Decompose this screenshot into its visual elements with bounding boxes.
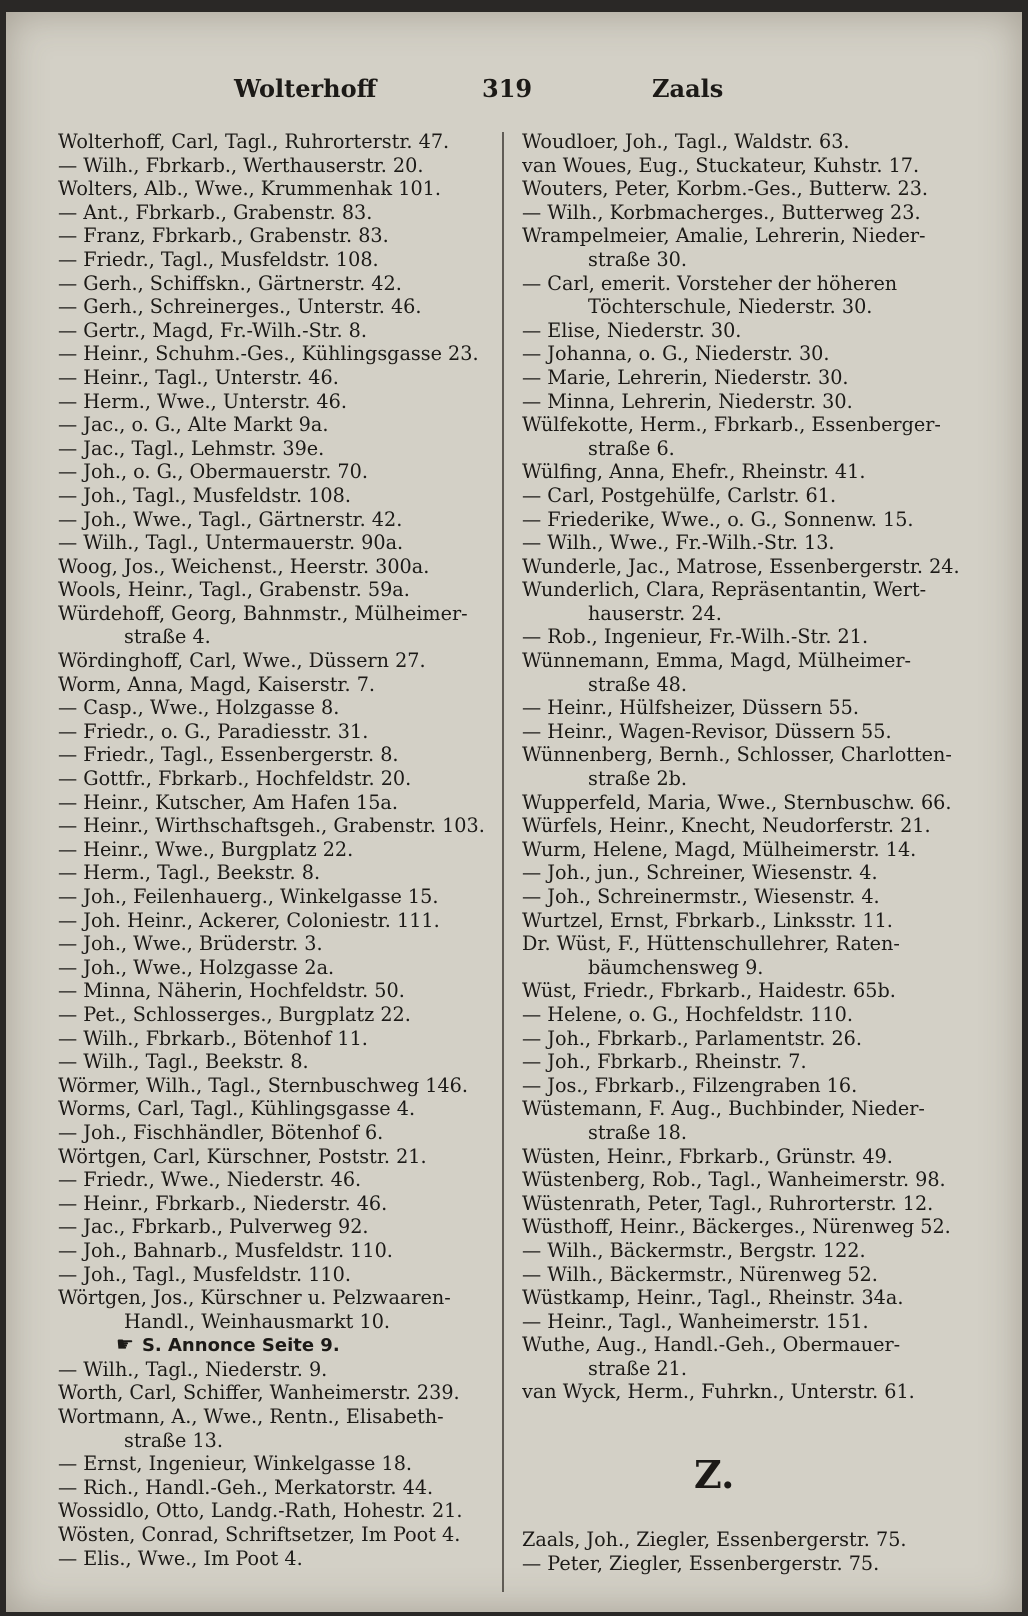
list-item: — Casp., Wwe., Holzgasse 8. bbox=[58, 696, 340, 720]
list-item-continuation: bäumchensweg 9. bbox=[588, 955, 764, 979]
list-item: Wurm, Helene, Magd, Mülheimerstr. 14. bbox=[522, 837, 917, 861]
list-item: — Carl, Postgehülfe, Carlstr. 61. bbox=[522, 483, 837, 507]
list-item: Wouters, Peter, Korbm.-Ges., Butterw. 23. bbox=[522, 177, 929, 201]
list-item: — Heinr., Kutscher, Am Hafen 15a. bbox=[58, 790, 398, 814]
list-item: — Elis., Wwe., Im Poot 4. bbox=[58, 1546, 303, 1570]
list-item: — Joh., Bahnarb., Musfeldstr. 110. bbox=[58, 1238, 393, 1262]
list-item: — Friedr., o. G., Paradiesstr. 31. bbox=[58, 719, 369, 743]
list-item: Worms, Carl, Tagl., Kühlingsgasse 4. bbox=[58, 1097, 416, 1121]
list-item: — Joh., Wwe., Holzgasse 2a. bbox=[58, 955, 335, 979]
list-item: Woog, Jos., Weichenst., Heerstr. 300a. bbox=[58, 554, 430, 578]
list-item: — Carl, emerit. Vorsteher der höheren bbox=[522, 271, 898, 295]
list-item: Wurtzel, Ernst, Fbrkarb., Linksstr. 11. bbox=[522, 908, 893, 932]
list-item: — Joh., Tagl., Musfeldstr. 108. bbox=[58, 483, 351, 507]
list-item: Würfels, Heinr., Knecht, Neudorferstr. 21. bbox=[522, 814, 931, 838]
list-item: Woudloer, Joh., Tagl., Waldstr. 63. bbox=[522, 130, 850, 153]
list-item: Wüstenberg, Rob., Tagl., Wanheimerstr. 98. bbox=[522, 1168, 946, 1192]
annonce-reference bbox=[58, 1333, 490, 1358]
list-item: Wunderlich, Clara, Repräsentantin, Wert- bbox=[522, 578, 927, 602]
list-item: — Wilh., Bäckermstr., Nürenweg 52. bbox=[522, 1262, 878, 1286]
list-item-continuation: straße 4. bbox=[124, 625, 211, 649]
list-item: — Heinr., Hülfsheizer, Düssern 55. bbox=[522, 696, 859, 720]
list-item: Worm, Anna, Magd, Kaiserstr. 7. bbox=[58, 672, 376, 696]
list-item: — Minna, Näherin, Hochfeldstr. 50. bbox=[58, 979, 405, 1003]
list-item: Wüsthoff, Heinr., Bäckerges., Nürenweg 52. bbox=[522, 1215, 951, 1239]
list-item: Wossidlo, Otto, Landg.-Rath, Hohestr. 21. bbox=[58, 1499, 463, 1523]
list-item: — Heinr., Tagl., Unterstr. 46. bbox=[58, 365, 339, 389]
list-item: — Friedr., Tagl., Musfeldstr. 108. bbox=[58, 247, 379, 271]
list-item: — Marie, Lehrerin, Niederstr. 30. bbox=[522, 365, 849, 389]
list-item: — Gerh., Schiffskn., Gärtnerstr. 42. bbox=[58, 271, 402, 295]
list-item: Wüstemann, F. Aug., Buchbinder, Nieder- bbox=[522, 1097, 925, 1121]
list-item: — Ant., Fbrkarb., Grabenstr. 83. bbox=[58, 200, 373, 224]
list-item: — Heinr., Schuhm.-Ges., Kühlingsgasse 23. bbox=[58, 342, 479, 366]
list-item: — Gottfr., Fbrkarb., Hochfeldstr. 20. bbox=[58, 767, 412, 791]
list-item: — Gertr., Magd, Fr.-Wilh.-Str. 8. bbox=[58, 318, 367, 342]
list-item: — Heinr., Wwe., Burgplatz 22. bbox=[58, 837, 354, 861]
list-item: van Woues, Eug., Stuckateur, Kuhstr. 17. bbox=[522, 153, 920, 177]
list-item: — Heinr., Fbrkarb., Niederstr. 46. bbox=[58, 1191, 388, 1215]
list-item-continuation: straße 6. bbox=[588, 436, 675, 460]
list-item: — Joh., Fbrkarb., Parlamentstr. 26. bbox=[522, 1026, 862, 1050]
list-item: Wunderle, Jac., Matrose, Essenbergerstr. 24. bbox=[522, 554, 960, 578]
list-item: — Heinr., Wirthschaftsgeh., Grabenstr. 103. bbox=[58, 814, 485, 838]
list-item: Wüst, Friedr., Fbrkarb., Haidestr. 65b. bbox=[522, 979, 896, 1003]
list-item: Wülfing, Anna, Ehefr., Rheinstr. 41. bbox=[522, 460, 866, 484]
list-item-continuation: straße 30. bbox=[588, 247, 687, 271]
list-item: — Joh., Fbrkarb., Rheinstr. 7. bbox=[522, 1050, 807, 1074]
header-right-keyword: Zaals bbox=[652, 74, 724, 103]
list-item-continuation: Handl., Weinhausmarkt 10. bbox=[124, 1309, 391, 1333]
list-item: — Joh., Wwe., Brüderstr. 3. bbox=[58, 932, 323, 956]
list-item: Wüstkamp, Heinr., Tagl., Rheinstr. 34a. bbox=[522, 1286, 904, 1310]
list-item: — Pet., Schlosserges., Burgplatz 22. bbox=[58, 1002, 411, 1026]
list-item: — Franz, Fbrkarb., Grabenstr. 83. bbox=[58, 224, 389, 248]
list-item-continuation: straße 13. bbox=[124, 1428, 223, 1452]
list-item: Würdehoff, Georg, Bahnmstr., Mülheimer- bbox=[58, 601, 468, 625]
list-item: — Wilh., Fbrkarb., Werthauserstr. 20. bbox=[58, 153, 424, 177]
list-item: — Elise, Niederstr. 30. bbox=[522, 318, 742, 342]
list-item: — Joh., Fischhändler, Bötenhof 6. bbox=[58, 1120, 384, 1144]
list-item: Wools, Heinr., Tagl., Grabenstr. 59a. bbox=[58, 578, 410, 602]
list-item: — Joh., Wwe., Tagl., Gärtnerstr. 42. bbox=[58, 507, 403, 531]
list-item: Wüsten, Heinr., Fbrkarb., Grünstr. 49. bbox=[522, 1144, 893, 1168]
list-item: — Wilh., Tagl., Niederstr. 9. bbox=[58, 1357, 328, 1381]
list-item: Wörmer, Wilh., Tagl., Sternbuschweg 146. bbox=[58, 1073, 468, 1097]
header-left-keyword: Wolterhoff bbox=[234, 74, 377, 103]
list-item: Wördinghoff, Carl, Wwe., Düssern 27. bbox=[58, 649, 426, 673]
list-item: Dr. Wüst, F., Hüttenschullehrer, Raten- bbox=[522, 932, 900, 956]
list-item-continuation: straße 18. bbox=[588, 1120, 687, 1144]
list-item: — Herm., Wwe., Unterstr. 46. bbox=[58, 389, 347, 413]
list-item: — Jac., Tagl., Lehmstr. 39e. bbox=[58, 436, 325, 460]
list-item: — Herm., Tagl., Beekstr. 8. bbox=[58, 861, 321, 885]
directory-page bbox=[6, 12, 1022, 1612]
section-heading-z: Z. bbox=[694, 1452, 735, 1497]
list-item: Zaals, Joh., Ziegler, Essenbergerstr. 75. bbox=[522, 1528, 907, 1551]
list-item-continuation: straße 21. bbox=[588, 1356, 687, 1380]
list-item: — Wilh., Tagl., Beekstr. 8. bbox=[58, 1050, 309, 1074]
list-item: — Wilh., Korbmacherges., Butterweg 23. bbox=[522, 200, 921, 224]
list-item: — Gerh., Schreinerges., Unterstr. 46. bbox=[58, 295, 422, 319]
list-item-continuation: straße 2b. bbox=[588, 767, 688, 791]
list-item: Wüstenrath, Peter, Tagl., Ruhrorterstr. 12. bbox=[522, 1191, 934, 1215]
list-item: — Wilh., Wwe., Fr.-Wilh.-Str. 13. bbox=[522, 531, 835, 555]
list-item: Worth, Carl, Schiffer, Wanheimerstr. 239. bbox=[58, 1381, 460, 1405]
list-item-continuation: hauserstr. 24. bbox=[588, 601, 722, 625]
left-column bbox=[58, 130, 490, 1570]
list-item: van Wyck, Herm., Fuhrkn., Unterstr. 61. bbox=[522, 1380, 915, 1404]
list-item: — Johanna, o. G., Niederstr. 30. bbox=[522, 342, 830, 366]
page-number: 319 bbox=[482, 74, 533, 103]
list-item: Wolterhoff, Carl, Tagl., Ruhrorterstr. 47. bbox=[58, 130, 450, 153]
column-divider bbox=[502, 132, 504, 1592]
list-item: Wolters, Alb., Wwe., Krummenhak 101. bbox=[58, 177, 441, 201]
list-item: — Jos., Fbrkarb., Filzengraben 16. bbox=[522, 1073, 858, 1097]
list-item: — Rob., Ingenieur, Fr.-Wilh.-Str. 21. bbox=[522, 625, 869, 649]
list-item: — Minna, Lehrerin, Niederstr. 30. bbox=[522, 389, 853, 413]
list-item: — Friederike, Wwe., o. G., Sonnenw. 15. bbox=[522, 507, 914, 531]
list-item: — Peter, Ziegler, Essenbergerstr. 75. bbox=[522, 1551, 880, 1575]
list-item: — Joh., o. G., Obermauerstr. 70. bbox=[58, 460, 368, 484]
list-item: — Wilh., Fbrkarb., Bötenhof 11. bbox=[58, 1026, 368, 1050]
list-item: Wösten, Conrad, Schriftsetzer, Im Poot 4. bbox=[58, 1523, 461, 1547]
list-item: — Helene, o. G., Hochfeldstr. 110. bbox=[522, 1002, 853, 1026]
pointing-hand-icon: ☛ bbox=[116, 1333, 134, 1357]
list-item: — Ernst, Ingenieur, Winkelgasse 18. bbox=[58, 1452, 413, 1476]
list-item: — Heinr., Tagl., Wanheimerstr. 151. bbox=[522, 1309, 869, 1333]
list-item: — Friedr., Wwe., Niederstr. 46. bbox=[58, 1168, 362, 1192]
list-item: — Wilh., Bäckermstr., Bergstr. 122. bbox=[522, 1238, 866, 1262]
list-item: Wörtgen, Carl, Kürschner, Poststr. 21. bbox=[58, 1144, 427, 1168]
list-item: Wortmann, A., Wwe., Rentn., Elisabeth- bbox=[58, 1405, 444, 1429]
annonce-text: S. Annonce Seite 9. bbox=[141, 1335, 340, 1357]
page-header bbox=[6, 74, 1022, 114]
list-item: Wupperfeld, Maria, Wwe., Sternbuschw. 66. bbox=[522, 790, 952, 814]
list-item-continuation: straße 48. bbox=[588, 672, 687, 696]
list-item: — Rich., Handl.-Geh., Merkatorstr. 44. bbox=[58, 1475, 434, 1499]
list-item: Wuthe, Aug., Handl.-Geh., Obermauer- bbox=[522, 1333, 901, 1357]
list-item: — Joh., Tagl., Musfeldstr. 110. bbox=[58, 1262, 351, 1286]
list-item: Wünnemann, Emma, Magd, Mülheimer- bbox=[522, 649, 911, 673]
list-item: Wünnenberg, Bernh., Schlosser, Charlotten- bbox=[522, 743, 952, 767]
list-item: Wülfekotte, Herm., Fbrkarb., Essenberger- bbox=[522, 413, 941, 437]
list-item: — Wilh., Tagl., Untermauerstr. 90a. bbox=[58, 531, 404, 555]
right-column bbox=[522, 130, 962, 1404]
list-item: — Friedr., Tagl., Essenbergerstr. 8. bbox=[58, 743, 399, 767]
list-item: — Joh. Heinr., Ackerer, Coloniestr. 111. bbox=[58, 908, 440, 932]
list-item-continuation: Töchterschule, Niederstr. 30. bbox=[588, 295, 873, 319]
list-item: — Joh., jun., Schreiner, Wiesenstr. 4. bbox=[522, 861, 878, 885]
list-item: Wrampelmeier, Amalie, Lehrerin, Nieder- bbox=[522, 224, 926, 248]
list-item: — Jac., Fbrkarb., Pulverweg 92. bbox=[58, 1215, 369, 1239]
list-item: Wörtgen, Jos., Kürschner u. Pelzwaaren- bbox=[58, 1286, 451, 1310]
list-item: — Joh., Feilenhauerg., Winkelgasse 15. bbox=[58, 885, 439, 908]
z-section-entries bbox=[522, 1528, 962, 1575]
list-item: — Joh., Schreinermstr., Wiesenstr. 4. bbox=[522, 885, 880, 908]
list-item: — Heinr., Wagen-Revisor, Düssern 55. bbox=[522, 719, 892, 743]
list-item: — Jac., o. G., Alte Markt 9a. bbox=[58, 413, 329, 437]
